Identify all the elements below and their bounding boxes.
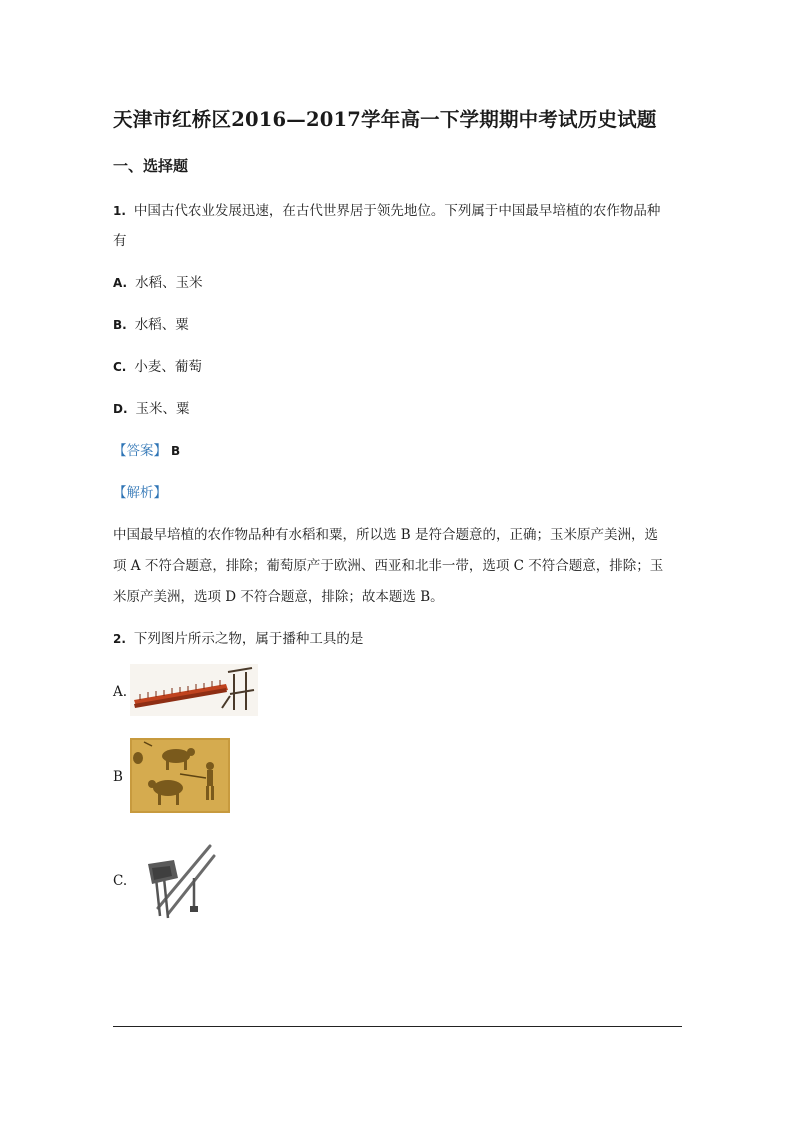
- analysis-tag-text: 【解析】: [113, 485, 167, 501]
- dragon-backbone-water-lift-picture: [130, 664, 258, 716]
- answer-tag: 【答案】: [113, 443, 167, 459]
- q2-option-a-label: A.: [113, 684, 128, 700]
- q1-option-b: [113, 313, 189, 333]
- question-1-stem: [113, 199, 660, 219]
- option-label: D.: [113, 402, 128, 416]
- analysis-tag: [113, 481, 167, 501]
- question-number: 2.: [113, 632, 126, 646]
- analysis-line: 项 A 不符合题意，排除；葡萄原产于欧洲、西亚和北非一带，选项 C 不符合题意，排除；玉: [113, 558, 664, 574]
- analysis-line: 米原产美洲，选项 D 不符合题意，排除；故本题选 B。: [113, 589, 444, 605]
- q2-option-b-label: B: [113, 769, 123, 785]
- q1-option-a: [113, 271, 203, 291]
- option-label: B.: [113, 318, 127, 332]
- seed-drill-picture: [134, 838, 218, 924]
- option-label: C.: [113, 360, 127, 374]
- section-heading: 一、选择题: [113, 157, 189, 175]
- question-1-stem-text: 中国古代农业发展迅速，在古代世界居于领先地位。下列属于中国最早培植的农作物品种: [133, 203, 661, 219]
- answer-value: B: [171, 444, 181, 458]
- option-label: A.: [113, 276, 128, 290]
- question-2-stem-text: 下列图片所示之物，属于播种工具的是: [133, 631, 364, 647]
- question-2-stem: [113, 627, 363, 647]
- ox-plowing-relief-picture: [130, 738, 230, 813]
- q1-option-d: [113, 397, 190, 417]
- q2-option-c-label: C.: [113, 873, 128, 889]
- question-1-stem-cont: 有: [113, 233, 127, 249]
- option-text: 水稻、粟: [134, 317, 189, 333]
- answer-line: [113, 439, 180, 459]
- footer-rule: [113, 1026, 682, 1027]
- option-text: 玉米、粟: [135, 401, 190, 417]
- analysis-line: 中国最早培植的农作物品种有水稻和粟，所以选 B 是符合题意的，正确；玉米原产美洲，选: [113, 527, 659, 543]
- option-text: 小麦、葡萄: [134, 359, 202, 375]
- option-text: 水稻、玉米: [135, 275, 203, 291]
- page-title: 天津市红桥区2016—2017学年高一下学期期中考试历史试题: [113, 108, 657, 131]
- q1-option-c: [113, 355, 202, 375]
- question-number: 1.: [113, 204, 126, 218]
